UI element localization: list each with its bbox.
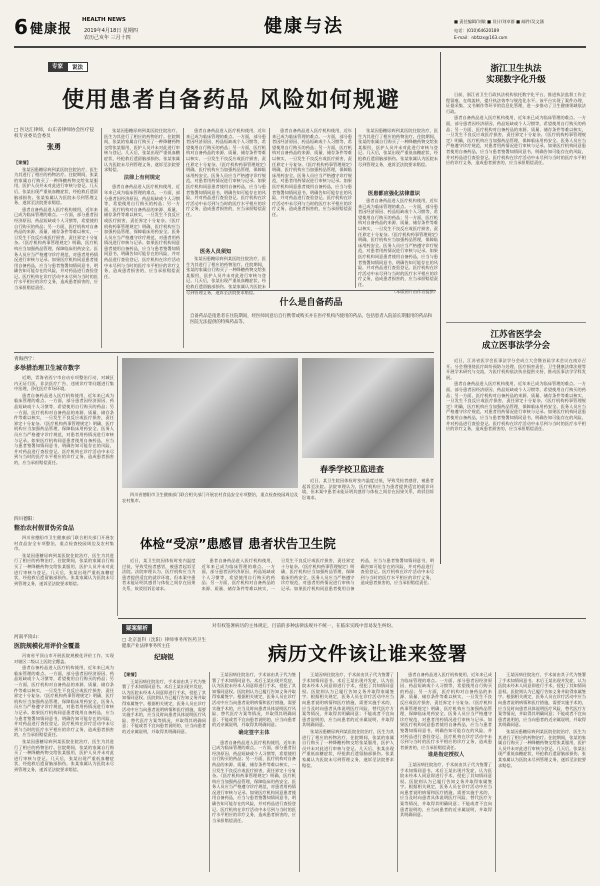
brief-place: 青海西宁：	[14, 357, 37, 362]
brief-text: 张某因患糖尿病到某医院住院治疗，医生为其进行了相应的药物治疗。住院期间，张某的家属自行购买了一种降糖药物交给张某服用，医护人员并未对此进行审核与登记。几天后，张某出现严重低血糖症状，经抢救后遗留脑部损伤。张某家属认为医院未尽到管理义务，遂诉至法院要求赔偿。	[14, 552, 114, 586]
feature-col-4	[272, 128, 352, 288]
section-rule	[446, 322, 586, 323]
brief-place: 四川德阳：	[14, 517, 37, 522]
feature-case	[14, 160, 98, 345]
body-text: 张某因患糖尿病到某医院住院治疗，医生为其进行了相应的药物治疗。住院期间，张某的家属自行购买了一种降糖药物交给张某服用，医护人员并未对此进行审核与登记。几天后，张某出现严重低血糖症状，经抢救后遗留脑部损伤。张某家属认为医院未尽到管理义务，遂诉至法院要求赔偿。	[302, 728, 394, 768]
bottom-col-1	[122, 672, 206, 872]
feature-author	[14, 128, 94, 152]
brief-title: 医院规模化用评价全覆盖	[14, 643, 81, 650]
brief-body	[14, 653, 114, 879]
story-text: 近日，某卫生院因体检时室内温度过低，导致受检者感冒，被患者起诉至法院。法院审理认为，医疗机构应当为患者提供适宜的就诊环境，但本案中患者未能证明其感冒与体检之间存在因果关系，故驳回诉讼请求。	[122, 558, 196, 591]
brief-text: 患者自备药品进入医疗机构使用，近年来已成为临床管理的难点。一方面，部分患者因经济原因、药品短缺或个人习惯等，希望使用自行购买的药品；另一方面，医疗机构对自备药品的来源、质量、储存条件等难以核实，一旦发生不良反应或医疗损害，责任界定十分复杂。《医疗机构药事管理规定》明确，医疗机构应当加强药品管理，保障临床用药安全。医务人员应当严格遵守诊疗规范，对患者用药情况进行审核与记录。如果医疗机构同意患者使用自备药品，应当与患者签署知情同意书，明确告知可能存在的风险，并对药品进行查验登记。医疗机构在诊疗活动中未尽到与当时的医疗水平相应的诊疗义务，造成患者损害的，应当承担赔偿责任。	[446, 115, 586, 166]
column-divider	[397, 672, 398, 872]
masthead	[14, 14, 594, 44]
brief-title: 江苏省医学会 成立医事法学分会	[481, 330, 550, 351]
page-number: 6	[14, 15, 28, 39]
news-photo-1	[122, 358, 298, 488]
brief-title: 整治农村假冒伪劣食品	[14, 525, 75, 532]
center-story-body	[122, 558, 434, 614]
badge-left: 专家	[48, 62, 67, 72]
sub-heading: 法律上有何规定	[123, 174, 161, 181]
photo-note	[302, 478, 434, 528]
story-text: 患者自备药品进入医疗机构使用，近年来已成为临床管理的难点。一方面，部分患者因经济原因、药品短缺或个人习惯等，希望使用自行购买的药品；另一方面，医疗机构对自备药品的来源、质量、储存条件等难以核实，一旦发生不良反应或医疗损害，责任界定十分复杂。《医疗机构药事管理规定》明确，医疗机构应当加强药品管理，保障临床用药安全。医务人员应当严格遵守诊疗规范，对患者用药情况进行审核与记录。如果医疗机构同意患者使用自备药品，应当与患者签署知情同意书，明确告知可能存在的风险，并对药品进行查验登记。医疗机构在诊疗活动中未尽到与当时的医疗水平相应的诊疗义务，造成患者损害的，应当承担赔偿责任。	[201, 558, 434, 591]
sub-heading: 谁是指定授权人	[427, 752, 465, 759]
brief-text: 四川省德阳市卫生健康部门联合相关部门开展农村食品安全专项整治，重点检查校园周边及农村集市。	[14, 535, 114, 552]
date-line: 2019年4月18日 星期四	[84, 28, 138, 34]
body-text: 王某因病住院治疗，手术前由其子代为签署了手术知情同意书。术后王某出现并发症，认为医院未经本人同意即进行手术，侵犯了其知情同意权。医院则认为已履行告知义务并取得家属签字。根据相关规定，医务人员在诊疗活动中应当向患者说明病情和医疗措施，需要实施手术的，应当及时向患者具体说明医疗风险、替代医疗方案等情况，并取得其明确同意；不能或者不宜向患者说明的，应当向患者的近亲属说明，并取得其明确同意。	[122, 678, 206, 734]
brief-text: 患者自备药品进入医疗机构使用，近年来已成为临床管理的难点。一方面，部分患者因经济原因、药品短缺或个人习惯等，希望使用自行购买的药品；另一方面，医疗机构对自备药品的来源、质量、储存条件等难以核实，一旦发生不良反应或医疗损害，责任界定十分复杂。《医疗机构药事管理规定》明确，医疗机构应当加强药品管理，保障临床用药安全。医务人员应当严格遵守诊疗规范，对患者用药情况进行审核与记录。如果医疗机构同意患者使用自备药品，应当与患者签署知情同意书，明确告知可能存在的风险，并对药品进行查验登记。医疗机构在诊疗活动中未尽到与当时的医疗水平相应的诊疗义务，造成患者损害的，应当承担赔偿责任。	[446, 381, 586, 432]
column-divider	[209, 672, 210, 872]
section-rule	[14, 352, 434, 353]
left-brief-3	[14, 634, 114, 879]
lunar-line: 农历己亥年 三月十四	[84, 35, 131, 41]
author-label: □ 医达汇律师，山东省律师协会医疗侵权专业委员会委员	[14, 128, 94, 139]
bottom-col-4	[400, 672, 492, 872]
photo-caption: 春季学校卫监进查	[320, 464, 384, 474]
brief-text: 日前，浙江省卫生行政执法机构依托数字化平台，推进执法监督工作全程留痕、在线流转，提升执法效率与规范化水平。该平台实现了案件办理、证据采集、文书制作等环节的信息化管理，进一步推动了卫生健康领域依法行政。	[446, 92, 586, 114]
brief-body	[14, 375, 114, 505]
feature-col-3b	[186, 256, 266, 295]
editor-line: ■ 设计/刘卓群	[487, 19, 515, 24]
photo-note-text: 近日，某卫生院因体检时室内温度过低，导致受检者感冒，被患者起诉至法院。法院审理认为，医疗机构应当为患者提供适宜的就诊环境，但本案中患者未能证明其感冒与体检之间存在因果关系，故驳回诉讼请求。	[302, 478, 434, 500]
body-text: 患者自备药品进入医疗机构使用，近年来已成为临床管理的难点。一方面，部分患者因经济原因、药品短缺或个人习惯等，希望使用自行购买的药品；另一方面，医疗机构对自备药品的来源、质量、储存条件等难以核实，一旦发生不良反应或医疗损害，责任界定十分复杂。《医疗机构药事管理规定》明确，医疗机构应当加强药品管理，保障临床用药安全。医务人员应当严格遵守诊疗规范，对患者用药情况进行审核与记录。如果医疗机构同意患者使用自备药品，应当与患者签署知情同意书，明确告知可能存在的风险，并对药品进行查验登记。医疗机构在诊疗活动中未尽到与当时的医疗水平相应的诊疗义务，造成患者损害的，应当承担赔偿责任。	[400, 672, 492, 750]
brief-place: 河南平顶山：	[14, 635, 42, 640]
body-text: 患者自备药品进入医疗机构使用，近年来已成为临床管理的难点。一方面，部分患者因经济原因、药品短缺或个人习惯等，希望使用自行购买的药品；另一方面，医疗机构对自备药品的来源、质量、储存条件等难以核实，一旦发生不良反应或医疗损害，责任界定十分复杂。《医疗机构药事管理规定》明确，医疗机构应当加强药品管理，保障临床用药安全。医务人员应当严格遵守诊疗规范，对患者用药情况进行审核与记录。如果医疗机构同意患者使用自备药品，应当与患者签署知情同意书，明确告知可能存在的风险，并对药品进行查验登记。医疗机构在诊疗活动中未尽到与当时的医疗水平相应的诊疗义务，造成患者损害的，应当承担赔偿责任。	[272, 128, 352, 217]
paper-name-en: HEALTH NEWS	[82, 17, 126, 23]
column-divider	[355, 128, 356, 288]
body-text: 患者自备药品进入医疗机构使用，近年来已成为临床管理的难点。一方面，部分患者因经济原因、药品短缺或个人习惯等，希望使用自行购买的药品；另一方面，医疗机构对自备药品的来源、质量、储存条件等难以核实，一旦发生不良反应或医疗损害，责任界定十分复杂。《医疗机构药事管理规定》明确，医疗机构应当加强药品管理，保障临床用药安全。医务人员应当严格遵守诊疗规范，对患者用药情况进行审核与记录。如果医疗机构同意患者使用自备药品，应当与患者签署知情同意书，明确告知可能存在的风险，并对药品进行查验登记。医疗机构在诊疗活动中未尽到与当时的医疗水平相应的诊疗义务，造成患者损害的，应当承担赔偿责任。	[104, 184, 180, 279]
right-column-divider	[440, 52, 441, 564]
body-text: 王某因病住院治疗，手术前由其子代为签署了手术知情同意书。术后王某出现并发症，认为医院未经本人同意即进行手术，侵犯了其知情同意权。医院则认为已履行告知义务并取得家属签字。根据相关规定，医务人员在诊疗活动中应当向患者说明病情和医疗措施，需要实施手术的，应当及时向患者具体说明医疗风险、替代医疗方案等情况，并取得其明确同意；不能或者不宜向患者说明的，应当向患者的近亲属说明，并取得其明确同意。	[498, 672, 586, 728]
section-title: 健康与法	[264, 16, 344, 37]
feature-headline: 使用患者自备药品 风险如何规避	[62, 88, 401, 113]
brief-body	[446, 358, 586, 556]
feature-col-2	[104, 128, 180, 348]
body-text: 患者自备药品进入医疗机构使用，近年来已成为临床管理的难点。一方面，部分患者因经济原因、药品短缺或个人习惯等，希望使用自行购买的药品；另一方面，医疗机构对自备药品的来源、质量、储存条件等难以核实，一旦发生不良反应或医疗损害，责任界定十分复杂。《医疗机构药事管理规定》明确，医疗机构应当加强药品管理，保障临床用药安全。医务人员应当严格遵守诊疗规范，对患者用药情况进行审核与记录。如果医疗机构同意患者使用自备药品，应当与患者签署知情同意书，明确告知可能存在的风险，并对药品进行查验登记。医疗机构在诊疗活动中未尽到与当时的医疗水平相应的诊疗义务，造成患者损害的，应当承担赔偿责任。	[212, 739, 296, 823]
brief-text: 患者自备药品进入医疗机构使用，近年来已成为临床管理的难点。一方面，部分患者因经济原因、药品短缺或个人习惯等，希望使用自行购买的药品；另一方面，医疗机构对自备药品的来源、质量、储存条件等难以核实，一旦发生不良反应或医疗损害，责任界定十分复杂。《医疗机构药事管理规定》明确，医疗机构应当加强药品管理，保障临床用药安全。医务人员应当严格遵守诊疗规范，对患者用药情况进行审核与记录。如果医疗机构同意患者使用自备药品，应当与患者签署知情同意书，明确告知可能存在的风险，并对药品进行查验登记。医疗机构在诊疗活动中未尽到与当时的医疗水平相应的诊疗义务，造成患者损害的，应当承担赔偿责任。	[14, 665, 114, 738]
feature-col-3	[186, 128, 266, 258]
definition-title: 什么是自备药品	[279, 298, 343, 308]
column-divider	[495, 672, 496, 872]
email-line: E-mail：nbfzzx@163.com	[454, 35, 508, 40]
bottom-col-5	[498, 672, 586, 872]
editor-info	[454, 19, 544, 25]
right-brief-1	[446, 64, 586, 302]
section-rule	[118, 618, 586, 619]
author-label: □ 北京盈科（沈阳）律师事务所医药卫生健康产业法律事务所主任	[122, 638, 206, 649]
body-text: 王某因病住院治疗，手术前由其子代为签署了手术知情同意书。术后王某出现并发症，认为医院未经本人同意即进行手术，侵犯了其知情同意权。医院则认为已履行告知义务并取得家属签字。根据相关规定，医务人员在诊疗活动中应当向患者说明病情和医疗措施，需要实施手术的，应当及时向患者具体说明医疗风险、替代医疗方案等情况，并取得其明确同意；不能或者不宜向患者说明的，应当向患者的近亲属说明，并取得其明确同意。	[400, 761, 492, 818]
case-body: 张某因患糖尿病到某医院住院治疗，医生为其进行了相应的药物治疗。住院期间，张某的家属自行购买了一种降糖药物交给张某服用，医护人员并未对此进行审核与登记。几天后，张某出现严重低血糖症状，经抢救后遗留脑部损伤。张某家属认为医院未尽到管理义务，遂诉至法院要求赔偿。	[14, 166, 98, 206]
bottom-intro: 对有权签署病历的主体规定，目前的多种法律法规并不统一，在临床实践中容易发生纠纷。	[212, 624, 396, 629]
bottom-author	[122, 638, 206, 661]
body-text: 患者自备药品进入医疗机构使用，近年来已成为临床管理的难点。一方面，部分患者因经济原因、药品短缺或个人习惯等，希望使用自行购买的药品；另一方面，医疗机构对自备药品的来源、质量、储存条件等难以核实，一旦发生不良反应或医疗损害，责任界定十分复杂。《医疗机构药事管理规定》明确，医疗机构应当加强药品管理，保障临床用药安全。医务人员应当严格遵守诊疗规范，对患者用药情况进行审核与记录。如果医疗机构同意患者使用自备药品，应当与患者签署知情同意书，明确告知可能存在的风险，并对药品进行查验登记。医疗机构在诊疗活动中未尽到与当时的医疗水平相应的诊疗义务，造成患者损害的，应当承担赔偿责任。	[186, 128, 266, 217]
feature-col-5	[358, 128, 438, 188]
sub-heading: 确定签字主体	[238, 729, 270, 736]
body-text: 张某因患糖尿病到某医院住院治疗，医生为其进行了相应的药物治疗。住院期间，张某的家属自行购买了一种降糖药物交给张某服用，医护人员并未对此进行审核与登记。几天后，张某出现严重低血糖症状，经抢救后遗留脑部损伤。张某家属认为医院未尽到管理义务，遂诉至法院要求赔偿。	[186, 256, 266, 295]
column-divider	[269, 128, 270, 288]
paper-name: 健康报	[30, 22, 73, 37]
body-text: 张某因患糖尿病到某医院住院治疗，医生为其进行了相应的药物治疗。住院期间，张某的家属自行购买了一种降糖药物交给张某服用，医护人员并未对此进行审核与登记。几天后，张某出现严重低血糖症状，经抢救后遗留脑部损伤。张某家属认为医院未尽到管理义务，遂诉至法院要求赔偿。	[358, 128, 438, 167]
news-photo-2	[302, 358, 434, 458]
badge-right: 说法	[67, 62, 88, 72]
body-text: 张某因患糖尿病到某医院住院治疗，医生为其进行了相应的药物治疗。住院期间，张某的家属自行购买了一种降糖药物交给张某服用，医护人员并未对此进行审核与登记。几天后，张某出现严重低血糖症状，经抢救后遗留脑部损伤。张某家属认为医院未尽到管理义务，遂诉至法院要求赔偿。	[498, 728, 586, 768]
right-brief-2	[446, 330, 586, 556]
header-rule	[14, 46, 586, 48]
brief-title: 浙江卫生执法 实现数字化升级	[486, 64, 546, 85]
editor-line: ■ 责任编辑/刘敏	[454, 19, 486, 24]
definition-body: 自备药品是指患者在住院期间，经医师同意后自行携带或购买并在医疗机构内使用的药品，包括患者入院前长期服用的药品和医院无法提供的特殊药品等。	[190, 314, 432, 325]
brief-body	[446, 92, 586, 302]
bottom-headline: 病历文件该让谁来签署	[268, 643, 469, 665]
closing-note: （本版图片由作者提供）	[391, 288, 438, 294]
brief-text: 患者自备药品进入医疗机构使用，近年来已成为临床管理的难点。一方面，部分患者因经济原因、药品短缺或个人习惯等，希望使用自行购买的药品；另一方面，医疗机构对自备药品的来源、质量、储存条件等难以核实，一旦发生不良反应或医疗损害，责任界定十分复杂。《医疗机构药事管理规定》明确，医疗机构应当加强药品管理，保障临床用药安全。医务人员应当严格遵守诊疗规范，对患者用药情况进行审核与记录。如果医疗机构同意患者使用自备药品，应当与患者签署知情同意书，明确告知可能存在的风险，并对药品进行查验登记。医疗机构在诊疗活动中未尽到与当时的医疗水平相应的诊疗义务，造成患者损害的，应当承担赔偿责任。	[14, 392, 114, 465]
brief-title: 多举措治理卫生城市数字	[14, 365, 81, 372]
phone-line: 电话：(010)64620189	[454, 28, 500, 33]
bottom-badge: 疑案解析	[122, 624, 152, 634]
case-label: 【案情】	[14, 160, 31, 165]
photo-note-text: 四川省德阳市卫生健康部门联合相关部门开展农村食品安全专项整治，重点检查校园周边及农村集市。	[122, 492, 298, 503]
body-text: 王某因病住院治疗，手术前由其子代为签署了手术知情同意书。术后王某出现并发症，认为医院未经本人同意即进行手术，侵犯了其知情同意权。医院则认为已履行告知义务并取得家属签字。根据相关规定，医务人员在诊疗活动中应当向患者说明病情和医疗措施，需要实施手术的，应当及时向患者具体说明医疗风险、替代医疗方案等情况，并取得其明确同意；不能或者不宜向患者说明的，应当向患者的近亲属说明，并取得其明确同意。	[302, 672, 394, 728]
sub-heading: 医务人员须知	[200, 249, 232, 255]
bottom-col-2	[212, 672, 296, 872]
photo-note-2	[122, 492, 298, 532]
brief-text: 近期，青海省西宁市启动专项整治行动，对城区内无证行医、非法医疗广告、违规诊疗等问题进行集中治理，净化医疗市场环境。	[14, 375, 114, 392]
body-text: 张某因患糖尿病到某医院住院治疗，医生为其进行了相应的药物治疗。住院期间，张某的家属自行购买了一种降糖药物交给张某服用，医护人员并未对此进行审核与登记。几天后，张某出现严重低血糖症状，经抢救后遗留脑部损伤。张某家属认为医院未尽到管理义务，遂诉至法院要求赔偿。	[104, 128, 180, 173]
column-divider	[117, 356, 118, 616]
column-divider	[299, 672, 300, 872]
author-name: 张勇	[47, 142, 61, 151]
body-text: 患者自备药品进入医疗机构使用，近年来已成为临床管理的难点。一方面，部分患者因经济原因、药品短缺或个人习惯等，希望使用自行购买的药品；另一方面，医疗机构对自备药品的来源、质量、储存条件等难以核实，一旦发生不良反应或医疗损害，责任界定十分复杂。《医疗机构药事管理规定》明确，医疗机构应当加强药品管理，保障临床用药安全。医务人员应当严格遵守诊疗规范，对患者用药情况进行审核与记录。如果医疗机构同意患者使用自备药品，应当与患者签署知情同意书，明确告知可能存在的风险，并对药品进行查验登记。医疗机构在诊疗活动中未尽到与当时的医疗水平相应的诊疗义务，造成患者损害的，应当承担赔偿责任。	[14, 206, 98, 291]
bottom-col-3	[302, 672, 394, 872]
case-label: 【案情】	[122, 672, 139, 677]
brief-text: 张某因患糖尿病到某医院住院治疗，医生为其进行了相应的药物治疗。住院期间，张某的家属自行购买了一种降糖药物交给张某服用，医护人员并未对此进行审核与登记。几天后，张某出现严重低血糖症状，经抢救后遗留脑部损伤。张某家属认为医院未尽到管理义务，遂诉至法院要求赔偿。	[14, 738, 114, 772]
column-divider	[101, 128, 102, 348]
definition-box	[186, 290, 436, 350]
body-text: 患者自备药品进入医疗机构使用，近年来已成为临床管理的难点。一方面，部分患者因经济原因、药品短缺或个人习惯等，希望使用自行购买的药品；另一方面，医疗机构对自备药品的来源、质量、储存条件等难以核实，一旦发生不良反应或医疗损害，责任界定十分复杂。《医疗机构药事管理规定》明确，医疗机构应当加强药品管理，保障临床用药安全。医务人员应当严格遵守诊疗规范，对患者用药情况进行审核与记录。如果医疗机构同意患者使用自备药品，应当与患者签署知情同意书，明确告知可能存在的风险，并对药品进行查验登记。医疗机构在诊疗活动中未尽到与当时的医疗水平相应的诊疗义务，造成患者损害的，应当承担赔偿责任。	[358, 198, 438, 287]
center-headline: 体检“受凉”患感冒 患者状告卫生院	[140, 536, 336, 551]
brief-body	[14, 535, 114, 627]
editor-line: ■ 邮件/吴文涵	[516, 19, 544, 24]
author-name: 纪晓锐	[154, 652, 174, 661]
sub-heading: 医患都应强化法律意识	[368, 191, 420, 197]
brief-text: 河南省平顶山市开展医院规模化评价工作，实现对辖区二级以上医院全覆盖。	[14, 653, 114, 664]
feature-badge	[48, 62, 90, 72]
body-text: 王某因病住院治疗，手术前由其子代为签署了手术知情同意书。术后王某出现并发症，认为医院未经本人同意即进行手术，侵犯了其知情同意权。医院则认为已履行告知义务并取得家属签字。根据相关规定，医务人员在诊疗活动中应当向患者说明病情和医疗措施，需要实施手术的，应当及时向患者具体说明医疗风险、替代医疗方案等情况，并取得其明确同意；不能或者不宜向患者说明的，应当向患者的近亲属说明，并取得其明确同意。	[212, 672, 296, 728]
brief-text: 近日，江苏省医学会医事法学分会成立大会暨首届学术会议在南京召开。分会将围绕医疗纠纷预防与处理、医疗损害责任、卫生健康法律法规等开展学术研究与交流，为医疗机构依法执业提供支持，推动医事法学学科发展。	[446, 358, 586, 380]
left-brief-1	[14, 356, 114, 505]
left-brief-2	[14, 516, 114, 627]
column-divider	[183, 128, 184, 348]
